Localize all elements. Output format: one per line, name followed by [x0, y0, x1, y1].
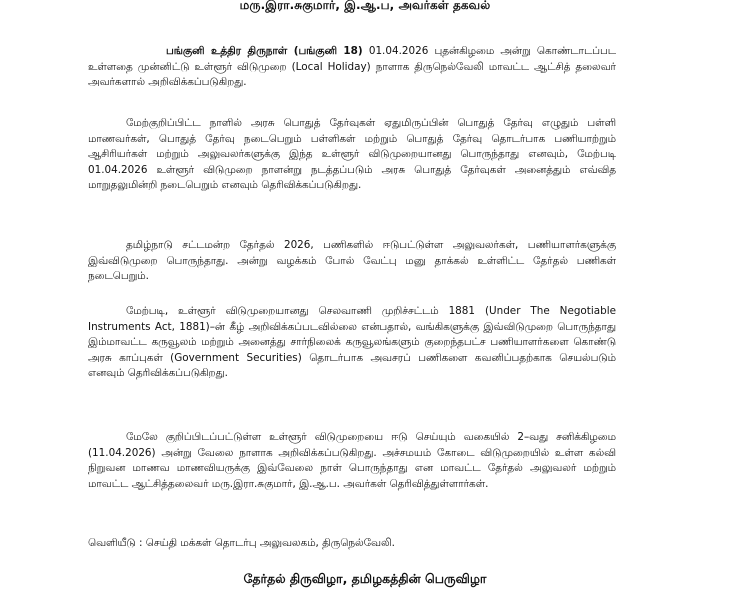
paragraph-compensatory-workday: மேலே குறிப்பிடப்பட்டுள்ள உள்ளூர் விடுமுறையை ஈடு செய்யும் வகையில் 2–வது சனிக்கிழமை (11.04.2026) அன்று வேலை நாளாக அறிவிக்கப்படுகிறது. அச்சமயம் கோடை விடுமுறையில் உள்ள கல்வி நிறுவன மாணவ மாணவியருக்கு இவ்வேலை நாள் பொருந்தாது என மாவட்ட தேர்தல் அலுவலர் மற்றும் மாவட்ட ஆட்சித்தலைவர் மரு.இரா.சுகுமார், இ.ஆ.ப. அவர்கள் தெரிவித்துள்ளார்கள். [88, 431, 616, 490]
release-line: வெளியீடு : செய்தி மக்கள் தொடர்பு அலுவலகம், திருநெல்வேலி. [88, 537, 395, 549]
paragraph-election-duty: தமிழ்நாடு சட்டமன்ற தேர்தல் 2026, பணிகளில் ஈடுபட்டுள்ள அலுவலர்கள், பணியாளர்களுக்கு இவ்விடுமுறை பொருந்தாது. அன்று வழக்கம் போல் வேட்பு மனு தாக்கல் உள்ளிட்ட தேர்தல் பணிகள் நடைபெறும். [88, 239, 616, 283]
document-title: மரு.இரா.சுகுமார், இ.ஆ.ப, அவர்கள் தகவல் [239, 0, 491, 12]
footer-slogan: தேர்தல் திருவிழா, தமிழகத்தின் பெருவிழா [243, 571, 487, 586]
festival-name: பங்குனி உத்திர திருநாள் (பங்குனி 18) [166, 45, 363, 57]
paragraph-holiday-announcement [88, 44, 616, 91]
paragraph-exam-exemption: மேற்குறிப்பிட்ட நாளில் அரசு பொதுத் தேர்வுகள் ஏதுமிருப்பின் பொதுத் தேர்வு எழுதும் பள்ளி மாணவர்கள், பொதுத் தேர்வு நடைபெறும் பள்ளிகள் மற்றும் பொதுத் தேர்வு தொடர்பாக பணியாற்றும் ஆசிரியர்கள் மற்றும் அலுவலர்களுக்கு இந்த உள்ளூர் விடுமுறையானது பொருந்தாது எனவும், மேற்படி 01.04.2026 உள்ளூர் விடுமுறை நாளன்று நடத்தப்படும் அரசு பொதுத் தேர்வுகள் அனைத்தும் எவ்வித மாறுதலுமின்றி நடைபெறும் எனவும் தெரிவிக்கப்படுகிறது. [88, 117, 616, 192]
paragraph-holiday-text: 01.04.2026 புதன்கிழமை அன்று கொண்டாடப்பட உள்ளதை முன்னிட்டு உள்ளூர் விடுமுறை (Local Holiday) நாளாக திருநெல்வேலி மாவட்ட ஆட்சித் தலைவர் அவர்களால் அறிவிக்கப்படுகிறது. [88, 45, 616, 89]
paragraph-treasury-banks: மேற்படி, உள்ளூர் விடுமுறையானது செலவாணி முறிச்சட்டம் 1881 (Under The Negotiable Instruments Act, 1881)–ன் கீழ் அறிவிக்கப்படவில்லை என்பதால், வங்கிகளுக்கு இவ்விடுமுறை பொருந்தாது இம்மாவட்ட கருவூலம் மற்றும் அனைத்து சார்நிலைக் கருவூலங்களும் குறைந்தபட்ச பணியாளர்களை கொண்டு அரசு காப்புகள் (Government Securities) தொடர்பாக அவசரப் பணிகளை கவனிப்பதற்காக செயல்படும் எனவும் தெரிவிக்கப்படுகிறது. [88, 305, 616, 380]
